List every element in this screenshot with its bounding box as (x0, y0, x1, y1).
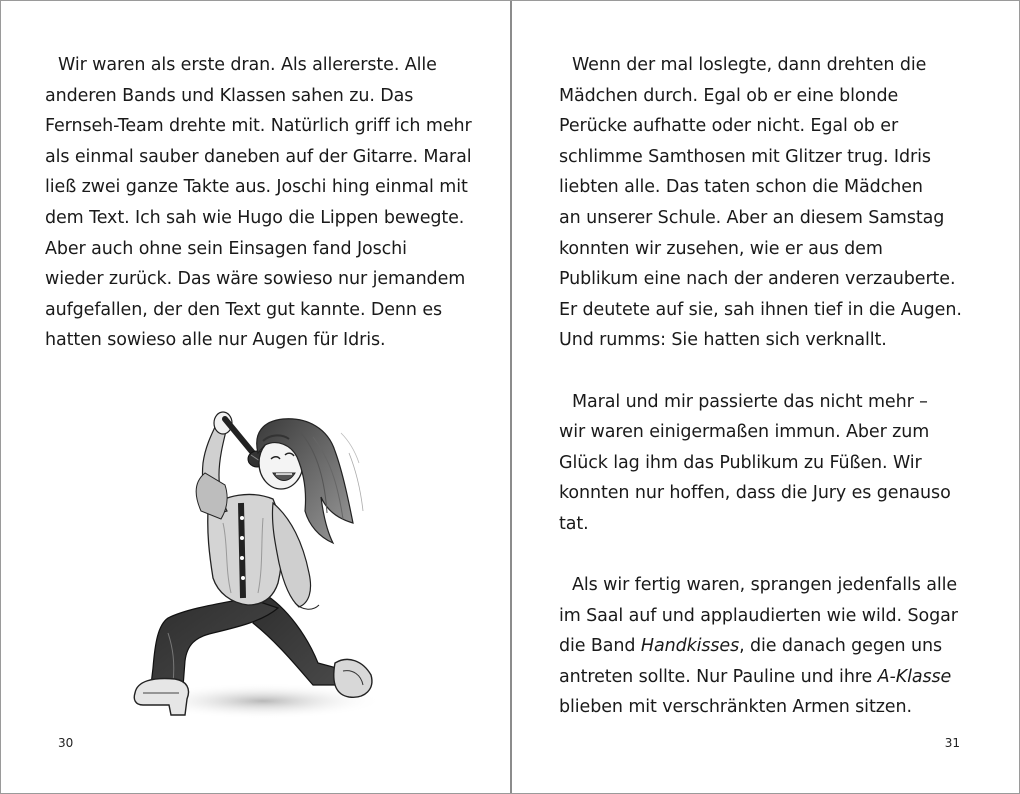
text-line: als einmal sauber daneben auf der Gitarre. Maral (45, 146, 472, 167)
paragraph-gap (559, 356, 962, 387)
text-line: Er deutete auf sie, sah ihnen tief in die Augen. (559, 299, 962, 320)
right-page-text (559, 50, 962, 723)
page-number: 30 (58, 736, 74, 750)
text-segment: die Band (559, 636, 641, 657)
text-line: im Saal auf und applaudierten wie wild. Sogar (559, 605, 958, 626)
text-line: ließ zwei ganze Takte aus. Joschi hing einmal mit (45, 177, 468, 198)
left-page-text (45, 50, 472, 356)
text-line: Publikum eine nach der anderen verzauberte. (559, 269, 956, 290)
band-name-italic: Handkisses (640, 636, 740, 657)
text-line: wir waren einigermaßen immun. Aber zum (559, 422, 930, 443)
text-line: Und rumms: Sie hatten sich verknallt. (559, 330, 887, 351)
text-line: wieder zurück. Das wäre sowieso nur jemandem (45, 269, 466, 290)
singer-illustration (113, 393, 393, 733)
text-line: anderen Bands und Klassen sahen zu. Das (45, 85, 414, 106)
text-line: Perücke aufhatte oder nicht. Egal ob er (559, 116, 899, 137)
class-name-italic: A-Klasse (877, 666, 952, 687)
paragraph-gap (559, 540, 962, 571)
text-line: Maral und mir passierte das nicht mehr – (572, 391, 928, 412)
text-segment: antreten sollte. Nur Pauline und ihre (559, 666, 878, 687)
back-shoe (334, 659, 372, 697)
right-page (512, 1, 1019, 793)
text-line: konnten wir zusehen, wie er aus dem (559, 238, 883, 259)
text-line: schlimme Samthosen mit Glitzer trug. Idris (559, 146, 931, 167)
text-line: Wir waren als erste dran. Als allererste. Alle (58, 55, 437, 75)
text-line: konnten nur hoffen, dass die Jury es genauso (559, 483, 951, 504)
text-line (559, 662, 962, 693)
text-line: Aber auch ohne sein Einsagen fand Joschi (45, 238, 407, 259)
text-line: Wenn der mal loslegte, dann drehten die (572, 55, 927, 75)
page-number: 31 (944, 736, 960, 750)
text-line: aufgefallen, der den Text gut kannte. Denn es (45, 299, 443, 320)
text-line (559, 631, 962, 662)
text-segment: , die danach gegen uns (739, 636, 942, 657)
text-line: Fernseh-Team drehte mit. Natürlich griff ich mehr (45, 116, 472, 137)
text-line: blieben mit verschränkten Armen sitzen. (559, 697, 912, 718)
text-line: Glück lag ihm das Publikum zu Füßen. Wir (559, 452, 922, 473)
text-line: tat. (559, 513, 589, 534)
text-line: hatten sowieso alle nur Augen für Idris. (45, 330, 386, 351)
text-line: Mädchen durch. Egal ob er eine blonde (559, 85, 899, 106)
left-page (1, 1, 511, 793)
lower-arm (272, 503, 310, 607)
text-line: an unserer Schule. Aber an diesem Samstag (559, 207, 945, 228)
text-line: dem Text. Ich sah wie Hugo die Lippen bewegte. (45, 207, 465, 228)
text-line: Als wir fertig waren, sprangen jedenfalls alle (572, 575, 958, 596)
front-leg (151, 598, 278, 687)
text-line: liebten alle. Das taten schon die Mädchen (559, 177, 923, 198)
